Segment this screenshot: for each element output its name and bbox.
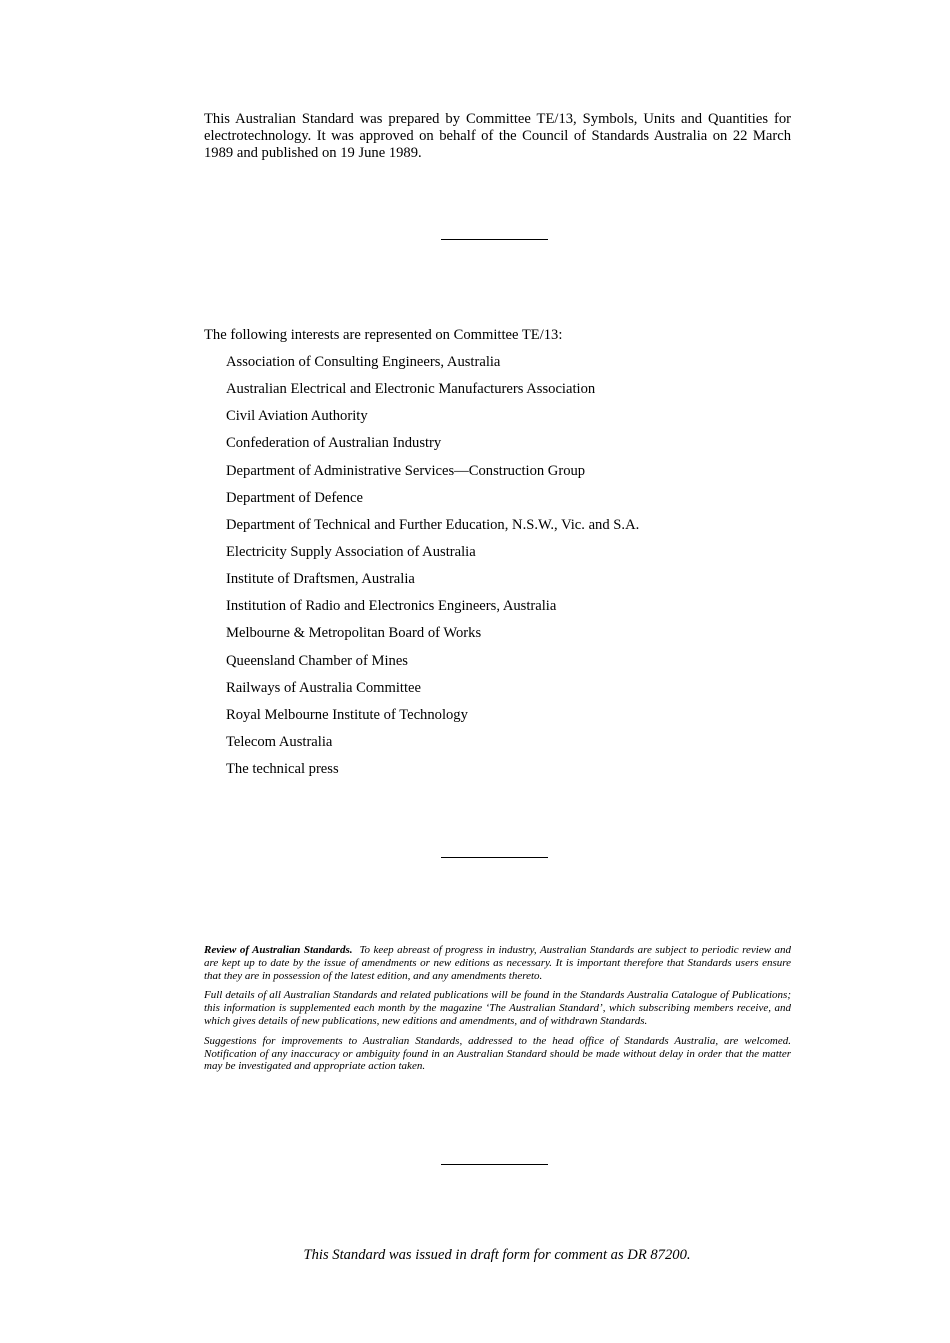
committee-heading: The following interests are represented on Committee TE/13: — [204, 327, 563, 343]
list-item: Australian Electrical and Electronic Manufacturers Association — [226, 381, 596, 398]
list-item: Institution of Radio and Electronics Engineers, Australia — [226, 598, 557, 615]
approval-statement: This Australian Standard was prepared by Committee TE/13, Symbols, Units and Quantities for electrotechnology. It was approved on behalf of the Council of Standards Australia on 22 March 1989 and published on 19 June 1989. — [204, 111, 791, 161]
review-paragraph-1 — [204, 944, 791, 982]
list-item: Telecom Australia — [226, 733, 333, 750]
list-item: Department of Administrative Services—Construction Group — [226, 462, 586, 479]
list-item: Queensland Chamber of Mines — [226, 652, 408, 669]
divider-rule — [441, 1164, 548, 1165]
list-item: Railways of Australia Committee — [226, 679, 421, 696]
list-item: Department of Technical and Further Education, N.S.W., Vic. and S.A. — [226, 516, 640, 533]
review-paragraph-3: Suggestions for improvements to Australian Standards, addressed to the head office of Standards Australia, are welcomed. Notification of any inaccuracy or ambiguity found in an Australian Standard should be made without delay in order that the matter may be investigated and appropriate action taken. — [204, 1034, 791, 1073]
committee-members-list — [226, 354, 639, 788]
review-paragraph-2: Full details of all Australian Standards and related publications will be found in the Standards Australia Catalogue of Publications; this information is supplemented each month by the magazine ‘The Australian Standard’, which subscribing members receive, and which gives details of new publications, new editions and amendments, and of withdrawn Standards. — [204, 989, 791, 1027]
divider-rule — [441, 857, 548, 858]
draft-note: This Standard was issued in draft form for comment as DR 87200. — [303, 1247, 691, 1263]
list-item: Association of Consulting Engineers, Australia — [226, 354, 501, 370]
divider-rule — [441, 239, 548, 240]
list-item: Melbourne & Metropolitan Board of Works — [226, 625, 482, 642]
review-text-1: To keep abreast of progress in industry, Australian Standards are subject to periodic review and are kept up to date by the issue of amendments or new editions as necessary. It is important therefore that Standards users ensure that they are in possession of the latest edition, and any amendments thereto. — [204, 944, 792, 982]
list-item: Confederation of Australian Industry — [226, 435, 442, 452]
list-item: Department of Defence — [226, 489, 363, 506]
list-item: Electricity Supply Association of Australia — [226, 543, 476, 560]
list-item: Civil Aviation Authority — [226, 408, 368, 425]
review-lead: Review of Australian Standards. — [204, 944, 353, 956]
list-item: Institute of Draftsmen, Australia — [226, 571, 415, 588]
list-item: Royal Melbourne Institute of Technology — [226, 706, 468, 723]
list-item: The technical press — [226, 761, 339, 778]
review-notice — [204, 944, 791, 1080]
